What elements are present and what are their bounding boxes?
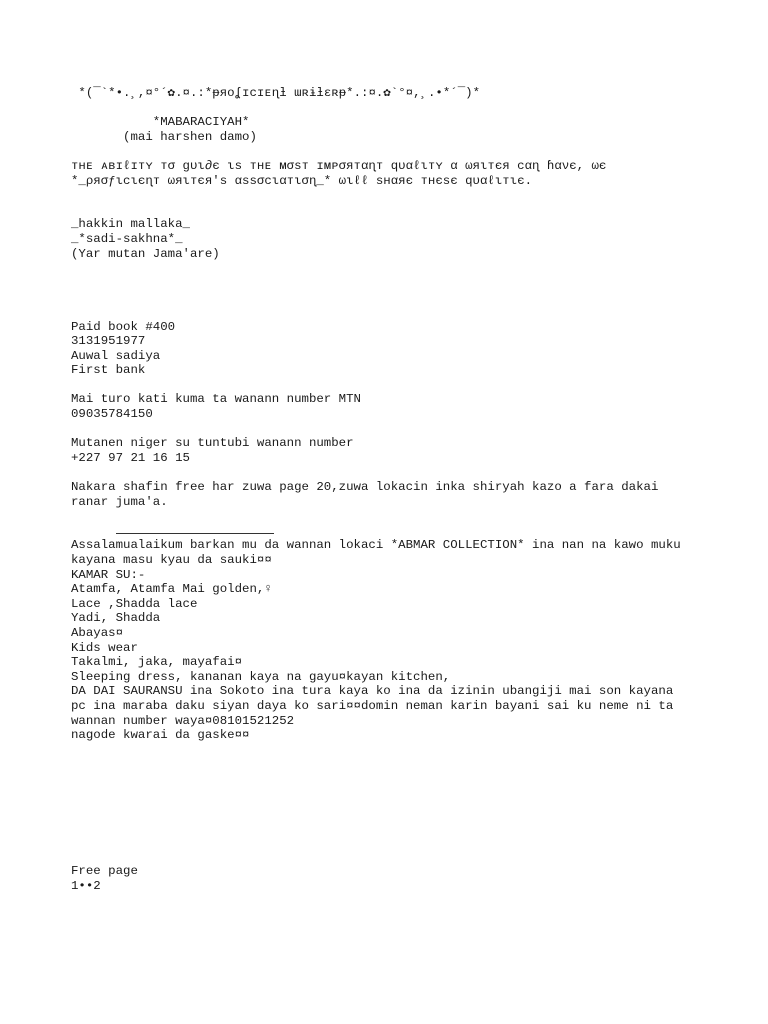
author-name: _*sadi-sakhna*_ <box>71 231 183 246</box>
mtn-instruction: Mai turo kati kuma ta wanann number MTN <box>71 392 361 407</box>
free-page-notice-2: ranar juma'a. <box>71 494 168 509</box>
free-page-label: Free page <box>71 864 138 878</box>
book-subtitle: (mai harshen damo) <box>71 129 257 144</box>
advert-line-6: Yadi, Shadda <box>71 611 161 626</box>
advert-line-13: wannan number waya¤08101521252 <box>71 713 295 728</box>
intro-line-1: ᴛʜᴇ ᴀʙɪℓɪᴛʏ ᴛσ gυι∂є ιѕ ᴛʜᴇ ᴍσѕᴛ ɪᴍᴘσᴙᴛαɳᴛ qυαℓιᴛʏ α ωяιᴛєя ᴄαɳ ɦανє, ωє <box>71 158 607 173</box>
advert-line-9: Takalmi, jaka, mayafai¤ <box>71 655 243 670</box>
account-number: 3131951977 <box>71 334 146 349</box>
page-footer <box>71 864 138 893</box>
bank-name: First bank <box>71 363 146 378</box>
paid-book-price: Paid book #400 <box>71 319 176 334</box>
advert-line-11: DA DAI SAURANSU ina Sokoto ina tura kaya ko ina da izinin ubangiji mai son kayana <box>71 684 674 699</box>
free-page-notice-1: Nakara shafin free har zuwa page 20,zuwa lokacin inka shiryah kazo a fara dakai <box>71 480 659 495</box>
divider <box>116 520 274 535</box>
mtn-number: 09035784150 <box>71 407 153 422</box>
niger-instruction: Mutanen niger su tuntubi wanann number <box>71 436 354 451</box>
advert-line-14: nagode kwarai da gaske¤¤ <box>71 728 250 743</box>
intro-line-2: *_ρяσƒιᴄιєɳᴛ ωяιᴛєя's αѕѕσᴄιαᴛισɳ_* ωιℓℓ ѕʜαяє ᴛʜєѕє qυαℓιᴛιє. <box>71 173 533 188</box>
advert-line-8: Kids wear <box>71 640 138 655</box>
copyright-heading: _hakkin mallaka_ <box>71 217 190 232</box>
document-body <box>71 86 751 743</box>
advert-line-3: KAMAR SU:- <box>71 567 146 582</box>
book-title: *MABARACIYAH* <box>71 115 250 130</box>
niger-number: +227 97 21 16 15 <box>71 450 190 465</box>
page-number: 1••2 <box>71 878 101 893</box>
advert-line-12: pc ina maraba daku siyan daya ko sari¤¤domin neman karin bayani sai ku neme ni ta <box>71 698 674 713</box>
advert-line-10: Sleeping dress, kananan kaya na gayu¤kayan kitchen, <box>71 669 451 684</box>
decorative-banner: *(¯`*•.¸,¤°´✿.¤.:*ᵽᴙᴏʆɪᴄɪᴇɳƚ ɯʀɨƚɛʀᵽ*.:¤.✿`°¤,¸.•*´¯)* <box>71 86 481 100</box>
author-origin: (Yar mutan Jama'are) <box>71 246 220 261</box>
advert-line-4: Atamfa, Atamfa Mai golden,♀ <box>71 582 272 597</box>
advert-line-2: kayana masu kyau da sauki¤¤ <box>71 553 272 568</box>
advert-line-1: Assalamualaikum barkan mu da wannan lokaci *ABMAR COLLECTION* ina nan na kawo muku <box>71 538 681 553</box>
advert-line-7: Abayas¤ <box>71 625 124 640</box>
advert-line-5: Lace ,Shadda lace <box>71 596 198 611</box>
account-name: Auwal sadiya <box>71 348 161 363</box>
